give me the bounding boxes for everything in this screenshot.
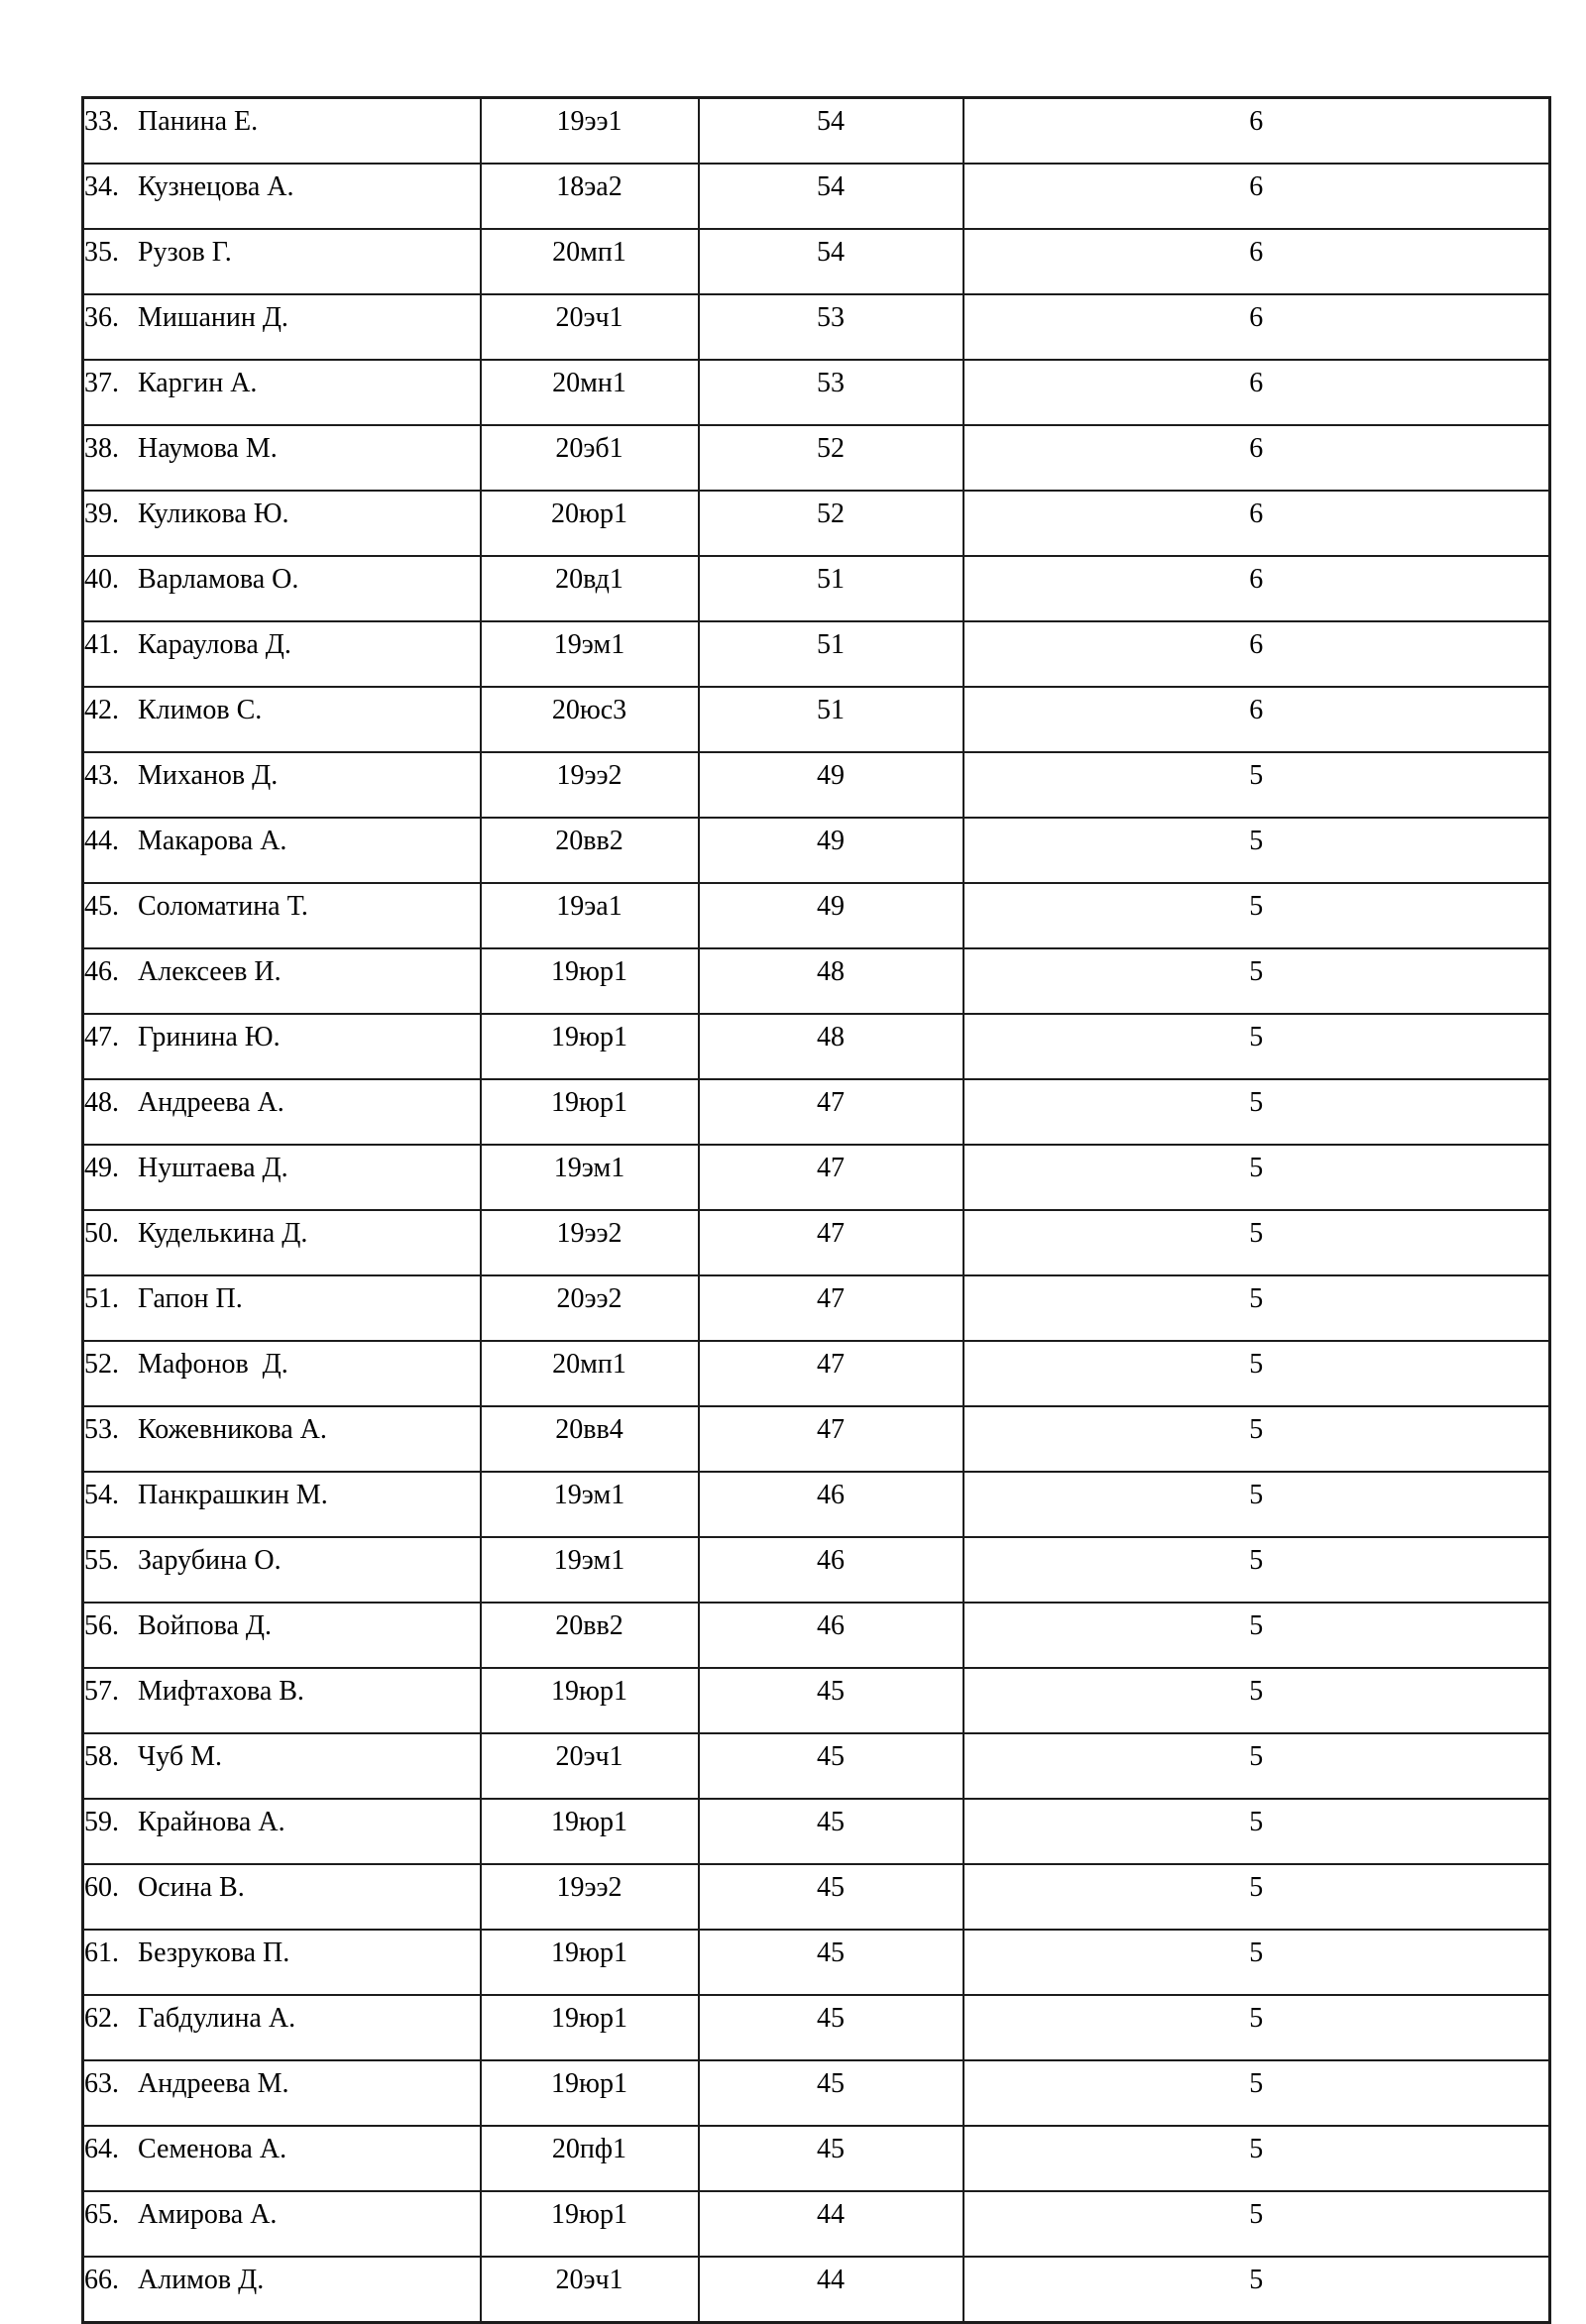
name-cell	[83, 948, 481, 1014]
group-cell: 19юр1	[481, 948, 699, 1014]
name-cell	[83, 556, 481, 621]
table-row	[83, 1603, 1550, 1668]
table-row	[83, 425, 1550, 491]
table-row	[83, 1930, 1550, 1995]
grade-cell: 5	[963, 1537, 1550, 1603]
grade-cell: 5	[963, 1014, 1550, 1079]
student-name: Кожевникова А.	[138, 1414, 327, 1445]
row-number: 52.	[84, 1349, 119, 1380]
score-cell: 45	[699, 1995, 963, 2060]
score-cell: 54	[699, 229, 963, 294]
student-name: Мифтахова В.	[138, 1676, 304, 1707]
score-cell: 46	[699, 1603, 963, 1668]
score-cell: 45	[699, 2060, 963, 2126]
student-name: Наумова М.	[138, 433, 278, 464]
name-cell	[83, 752, 481, 818]
grade-cell: 6	[963, 621, 1550, 687]
grade-cell: 5	[963, 1864, 1550, 1930]
student-name: Варламова О.	[138, 564, 299, 595]
row-number: 62.	[84, 2003, 119, 2034]
grade-cell: 5	[963, 1799, 1550, 1864]
group-cell: 19эм1	[481, 1472, 699, 1537]
grade-cell: 5	[963, 2126, 1550, 2191]
grade-cell: 6	[963, 425, 1550, 491]
student-name: Габдулина А.	[138, 2003, 296, 2034]
row-number: 49.	[84, 1153, 119, 1183]
student-name: Панина Е.	[138, 106, 259, 137]
score-cell: 54	[699, 164, 963, 229]
name-cell	[83, 1799, 481, 1864]
name-cell	[83, 1668, 481, 1733]
score-cell: 51	[699, 556, 963, 621]
group-cell: 20эч1	[481, 1733, 699, 1799]
row-number: 45.	[84, 891, 119, 922]
name-cell	[83, 1275, 481, 1341]
name-cell	[83, 1995, 481, 2060]
row-number: 64.	[84, 2134, 119, 2164]
score-cell: 45	[699, 1930, 963, 1995]
name-cell	[83, 1930, 481, 1995]
row-number: 40.	[84, 564, 119, 595]
group-cell: 20ээ2	[481, 1275, 699, 1341]
row-number: 35.	[84, 237, 119, 268]
row-number: 42.	[84, 695, 119, 725]
grade-cell: 5	[963, 2191, 1550, 2257]
score-cell: 46	[699, 1537, 963, 1603]
name-cell	[83, 98, 481, 165]
table-row	[83, 294, 1550, 360]
student-name: Макарова А.	[138, 826, 287, 856]
table-row	[83, 1145, 1550, 1210]
score-cell: 48	[699, 948, 963, 1014]
grade-cell: 5	[963, 1406, 1550, 1472]
group-cell: 20юс3	[481, 687, 699, 752]
group-cell: 18эа2	[481, 164, 699, 229]
score-cell: 47	[699, 1079, 963, 1145]
grade-cell: 6	[963, 164, 1550, 229]
score-cell: 53	[699, 360, 963, 425]
score-cell: 49	[699, 883, 963, 948]
grade-cell: 5	[963, 883, 1550, 948]
results-table	[81, 96, 1551, 2324]
table-row	[83, 556, 1550, 621]
score-cell: 47	[699, 1275, 963, 1341]
group-cell: 20эч1	[481, 2257, 699, 2323]
row-number: 56.	[84, 1610, 119, 1641]
grade-cell: 5	[963, 1930, 1550, 1995]
student-name: Осина В.	[138, 1872, 245, 1903]
group-cell: 20эб1	[481, 425, 699, 491]
student-name: Кузнецова А.	[138, 171, 294, 202]
name-cell	[83, 491, 481, 556]
table-row	[83, 752, 1550, 818]
name-cell	[83, 1733, 481, 1799]
table-row	[83, 2060, 1550, 2126]
table-row	[83, 1864, 1550, 1930]
table-row	[83, 360, 1550, 425]
name-cell	[83, 1864, 481, 1930]
score-cell: 46	[699, 1472, 963, 1537]
group-cell: 20мп1	[481, 1341, 699, 1406]
student-name: Андреева М.	[138, 2068, 289, 2099]
group-cell: 20вв2	[481, 1603, 699, 1668]
row-number: 47.	[84, 1022, 119, 1052]
grade-cell: 5	[963, 818, 1550, 883]
grade-cell: 6	[963, 687, 1550, 752]
table-row	[83, 491, 1550, 556]
score-cell: 47	[699, 1341, 963, 1406]
table-row	[83, 164, 1550, 229]
score-cell: 44	[699, 2191, 963, 2257]
row-number: 33.	[84, 106, 119, 137]
score-cell: 45	[699, 1864, 963, 1930]
group-cell: 19эм1	[481, 1537, 699, 1603]
name-cell	[83, 2126, 481, 2191]
table-row	[83, 1341, 1550, 1406]
group-cell: 19ээ2	[481, 1864, 699, 1930]
student-name: Мафонов Д.	[138, 1349, 288, 1380]
score-cell: 45	[699, 1668, 963, 1733]
score-cell: 45	[699, 1799, 963, 1864]
student-name: Климов С.	[138, 695, 263, 725]
student-name: Семенова А.	[138, 2134, 287, 2164]
score-cell: 52	[699, 491, 963, 556]
name-cell	[83, 2060, 481, 2126]
row-number: 53.	[84, 1414, 119, 1445]
group-cell: 20вд1	[481, 556, 699, 621]
row-number: 50.	[84, 1218, 119, 1249]
score-cell: 49	[699, 752, 963, 818]
table-row	[83, 1210, 1550, 1275]
student-name: Панкрашкин М.	[138, 1480, 328, 1510]
student-name: Каргин А.	[138, 368, 258, 398]
name-cell	[83, 621, 481, 687]
score-cell: 49	[699, 818, 963, 883]
table-row	[83, 1472, 1550, 1537]
table-row	[83, 1668, 1550, 1733]
student-name: Куделькина Д.	[138, 1218, 308, 1249]
table-row	[83, 2257, 1550, 2323]
group-cell: 20вв2	[481, 818, 699, 883]
table-row	[83, 818, 1550, 883]
grade-cell: 5	[963, 1995, 1550, 2060]
name-cell	[83, 1472, 481, 1537]
name-cell	[83, 1210, 481, 1275]
group-cell: 20юр1	[481, 491, 699, 556]
grade-cell: 5	[963, 948, 1550, 1014]
row-number: 60.	[84, 1872, 119, 1903]
name-cell	[83, 1145, 481, 1210]
student-name: Караулова Д.	[138, 629, 291, 660]
grade-cell: 6	[963, 360, 1550, 425]
group-cell: 20эч1	[481, 294, 699, 360]
grade-cell: 5	[963, 2257, 1550, 2323]
student-name: Рузов Г.	[138, 237, 232, 268]
student-name: Гринина Ю.	[138, 1022, 281, 1052]
group-cell: 19юр1	[481, 1930, 699, 1995]
table-row	[83, 1014, 1550, 1079]
group-cell: 19юр1	[481, 1014, 699, 1079]
student-name: Андреева А.	[138, 1087, 284, 1118]
row-number: 46.	[84, 956, 119, 987]
group-cell: 20вв4	[481, 1406, 699, 1472]
grade-cell: 5	[963, 1341, 1550, 1406]
row-number: 65.	[84, 2199, 119, 2230]
table-row	[83, 948, 1550, 1014]
group-cell: 19юр1	[481, 1079, 699, 1145]
grade-cell: 5	[963, 752, 1550, 818]
group-cell: 19юр1	[481, 2191, 699, 2257]
group-cell: 19ээ2	[481, 1210, 699, 1275]
row-number: 59.	[84, 1807, 119, 1837]
student-name: Мишанин Д.	[138, 302, 288, 333]
table-row	[83, 2191, 1550, 2257]
table-row	[83, 2126, 1550, 2191]
name-cell	[83, 1014, 481, 1079]
score-cell: 52	[699, 425, 963, 491]
row-number: 44.	[84, 826, 119, 856]
name-cell	[83, 164, 481, 229]
table-row	[83, 883, 1550, 948]
name-cell	[83, 229, 481, 294]
score-cell: 51	[699, 621, 963, 687]
score-cell: 51	[699, 687, 963, 752]
student-name: Зарубина О.	[138, 1545, 282, 1576]
score-cell: 45	[699, 1733, 963, 1799]
grade-cell: 5	[963, 1603, 1550, 1668]
table-row	[83, 229, 1550, 294]
group-cell: 19эа1	[481, 883, 699, 948]
grade-cell: 5	[963, 1145, 1550, 1210]
row-number: 66.	[84, 2265, 119, 2295]
student-name: Амирова А.	[138, 2199, 278, 2230]
name-cell	[83, 818, 481, 883]
group-cell: 20мн1	[481, 360, 699, 425]
name-cell	[83, 1537, 481, 1603]
score-cell: 45	[699, 2126, 963, 2191]
grade-cell: 6	[963, 294, 1550, 360]
grade-cell: 5	[963, 1472, 1550, 1537]
student-name: Гапон П.	[138, 1283, 243, 1314]
score-cell: 47	[699, 1210, 963, 1275]
name-cell	[83, 360, 481, 425]
grade-cell: 5	[963, 1668, 1550, 1733]
table-row	[83, 98, 1550, 165]
name-cell	[83, 1406, 481, 1472]
grade-cell: 6	[963, 229, 1550, 294]
group-cell: 19эм1	[481, 621, 699, 687]
row-number: 37.	[84, 368, 119, 398]
row-number: 38.	[84, 433, 119, 464]
table-row	[83, 1733, 1550, 1799]
group-cell: 19ээ2	[481, 752, 699, 818]
name-cell	[83, 1603, 481, 1668]
student-name: Безрукова П.	[138, 1937, 290, 1968]
name-cell	[83, 883, 481, 948]
grade-cell: 6	[963, 556, 1550, 621]
group-cell: 19юр1	[481, 1668, 699, 1733]
student-name: Алексеев И.	[138, 956, 282, 987]
student-name: Миханов Д.	[138, 760, 279, 791]
row-number: 55.	[84, 1545, 119, 1576]
name-cell	[83, 294, 481, 360]
score-cell: 53	[699, 294, 963, 360]
row-number: 54.	[84, 1480, 119, 1510]
name-cell	[83, 425, 481, 491]
row-number: 51.	[84, 1283, 119, 1314]
row-number: 57.	[84, 1676, 119, 1707]
student-name: Чуб М.	[138, 1741, 222, 1772]
name-cell	[83, 1341, 481, 1406]
student-name: Соломатина Т.	[138, 891, 308, 922]
student-name: Нуштаева Д.	[138, 1153, 288, 1183]
score-cell: 54	[699, 98, 963, 165]
grade-cell: 5	[963, 2060, 1550, 2126]
group-cell: 20мп1	[481, 229, 699, 294]
table-row	[83, 1406, 1550, 1472]
row-number: 63.	[84, 2068, 119, 2099]
name-cell	[83, 687, 481, 752]
row-number: 61.	[84, 1937, 119, 1968]
group-cell: 19юр1	[481, 1995, 699, 2060]
table-row	[83, 1995, 1550, 2060]
row-number: 39.	[84, 498, 119, 529]
group-cell: 20пф1	[481, 2126, 699, 2191]
group-cell: 19ээ1	[481, 98, 699, 165]
student-name: Куликова Ю.	[138, 498, 289, 529]
grade-cell: 6	[963, 98, 1550, 165]
table-body	[83, 98, 1550, 2323]
table-row	[83, 621, 1550, 687]
name-cell	[83, 2257, 481, 2323]
table-row	[83, 1799, 1550, 1864]
table-row	[83, 1537, 1550, 1603]
row-number: 41.	[84, 629, 119, 660]
student-name: Войпова Д.	[138, 1610, 273, 1641]
row-number: 43.	[84, 760, 119, 791]
row-number: 48.	[84, 1087, 119, 1118]
score-cell: 48	[699, 1014, 963, 1079]
grade-cell: 6	[963, 491, 1550, 556]
grade-cell: 5	[963, 1210, 1550, 1275]
row-number: 34.	[84, 171, 119, 202]
grade-cell: 5	[963, 1733, 1550, 1799]
group-cell: 19юр1	[481, 2060, 699, 2126]
score-cell: 47	[699, 1406, 963, 1472]
score-cell: 44	[699, 2257, 963, 2323]
group-cell: 19эм1	[481, 1145, 699, 1210]
table-row	[83, 687, 1550, 752]
score-cell: 47	[699, 1145, 963, 1210]
row-number: 36.	[84, 302, 119, 333]
student-name: Крайнова А.	[138, 1807, 285, 1837]
group-cell: 19юр1	[481, 1799, 699, 1864]
row-number: 58.	[84, 1741, 119, 1772]
table-row	[83, 1079, 1550, 1145]
table-row	[83, 1275, 1550, 1341]
name-cell	[83, 2191, 481, 2257]
grade-cell: 5	[963, 1079, 1550, 1145]
student-name: Алимов Д.	[138, 2265, 265, 2295]
name-cell	[83, 1079, 481, 1145]
grade-cell: 5	[963, 1275, 1550, 1341]
